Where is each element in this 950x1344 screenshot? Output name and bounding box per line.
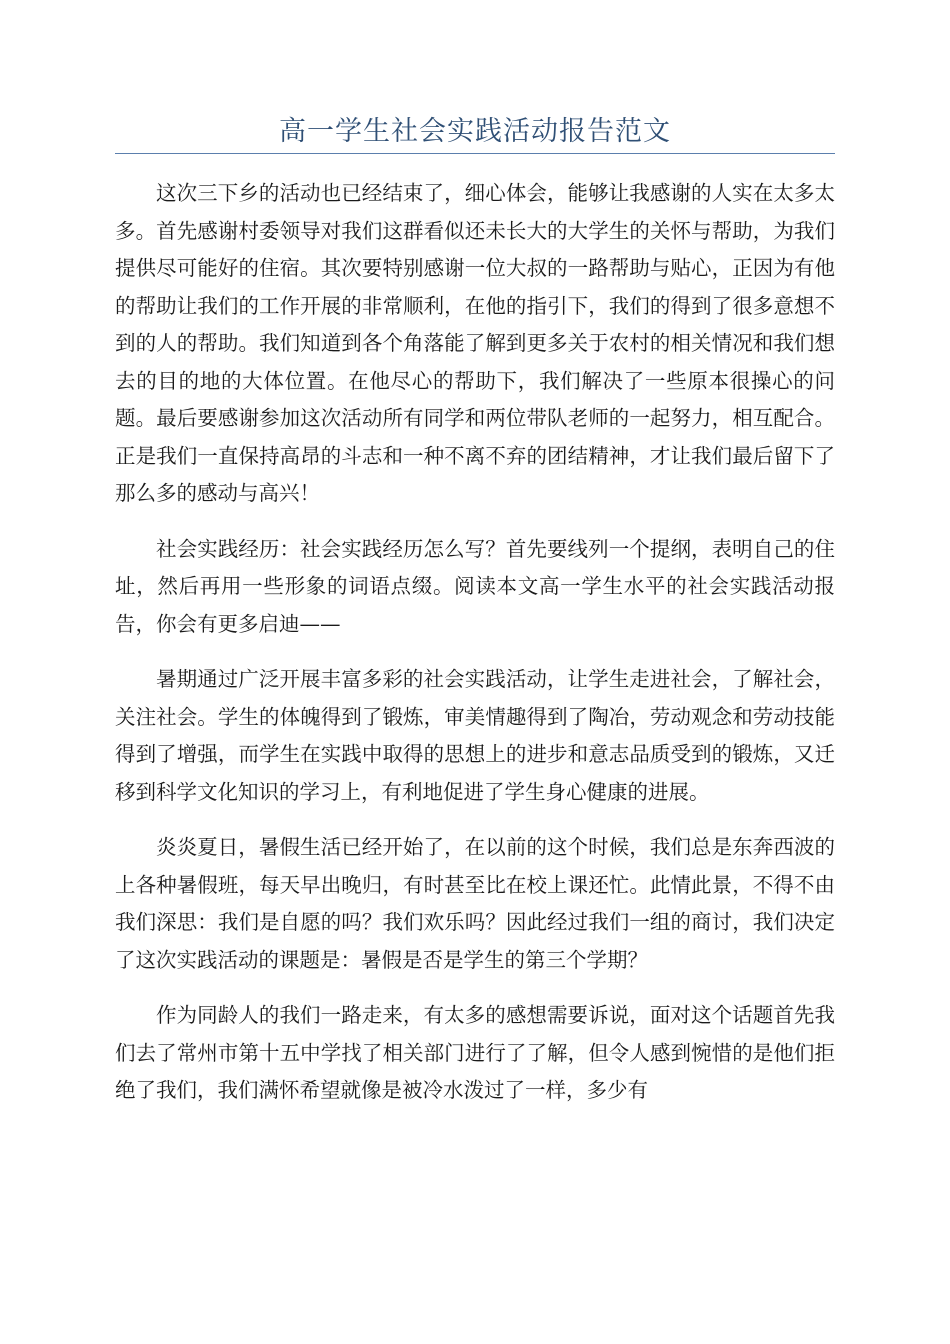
paragraph-2: 社会实践经历：社会实践经历怎么写？首先要线列一个提纲，表明自己的住址，然后再用一些形象的词语点缀。阅读本文高一学生水平的社会实践活动报告，你会有更多启迪——: [115, 536, 835, 636]
title-underline: [115, 153, 835, 154]
document-body: [115, 175, 835, 1128]
paragraph-4: 炎炎夏日，暑假生活已经开始了，在以前的这个时候，我们总是东奔西波的上各种暑假班，每天早出晚归，有时甚至比在校上课还忙。此情此景，不得不由我们深思：我们是自愿的吗？我们欢乐吗？因此经过我们一组的商讨，我们决定了这次实践活动的课题是：暑假是否是学生的第三个学期？: [115, 835, 835, 972]
document-title: 高一学生社会实践活动报告范文: [279, 116, 671, 147]
paragraph-1: 这次三下乡的活动也已经结束了，细心体会，能够让我感谢的人实在太多太多。首先感谢村委领导对我们这群看似还未长大的大学生的关怀与帮助，为我们提供尽可能好的住宿。其次要特别感谢一位大叔的一路帮助与贴心，正因为有他的帮助让我们的工作开展的非常顺利，在他的指引下，我们的得到了很多意想不到的人的帮助。我们知道到各个角落能了解到更多关于农村的相关情况和我们想去的目的地的大体位置。在他尽心的帮助下，我们解决了一些原本很操心的问题。最后要感谢参加这次活动所有同学和两位带队老师的一起努力，相互配合。正是我们一直保持高昂的斗志和一种不离不弃的团结精神，才让我们最后留下了那么多的感动与高兴！: [115, 181, 835, 505]
paragraph-5: 作为同龄人的我们一路走来，有太多的感想需要诉说，面对这个话题首先我们去了常州市第十五中学找了相关部门进行了了解，但令人感到惋惜的是他们拒绝了我们，我们满怀希望就像是被冷水泼过了一样，多少有: [115, 1003, 835, 1102]
paragraph-3: 暑期通过广泛开展丰富多彩的社会实践活动，让学生走进社会，了解社会，关注社会。学生的体魄得到了锻炼，审美情趣得到了陶冶，劳动观念和劳动技能得到了增强，而学生在实践中取得的思想上的进步和意志品质受到的锻炼，又迁移到科学文化知识的学习上，有利地促进了学生身心健康的进展。: [115, 667, 835, 804]
